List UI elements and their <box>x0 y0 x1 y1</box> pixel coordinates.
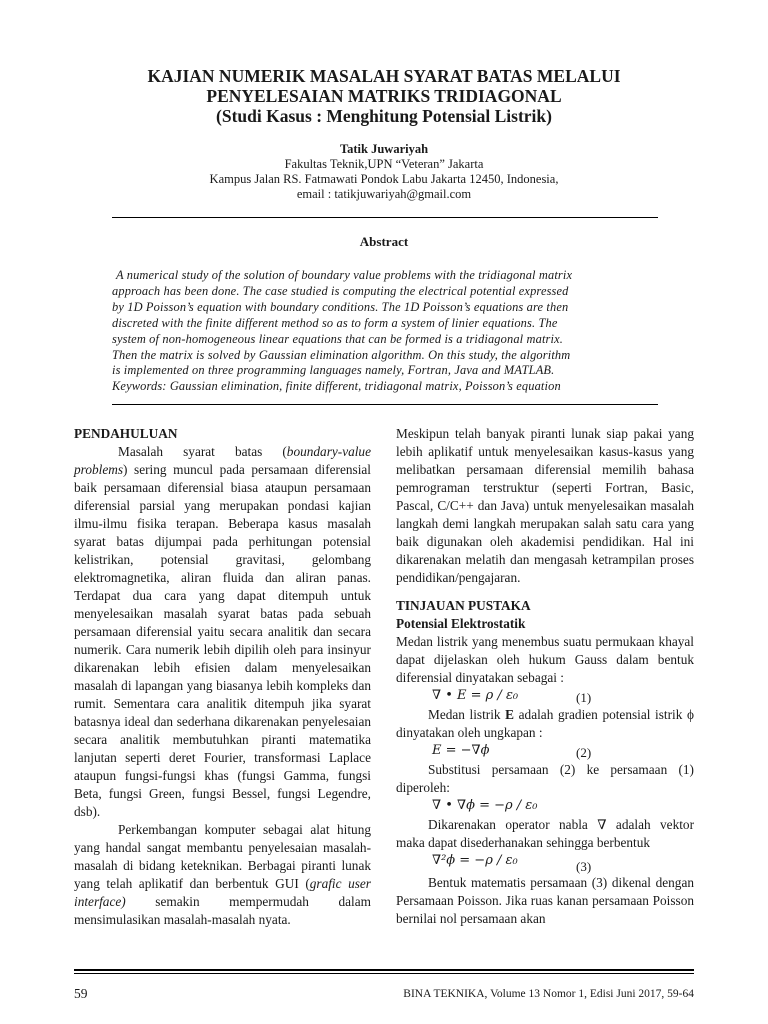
equation-3-intermediate <box>396 797 694 816</box>
right-paragraph-1: Meskipun telah banyak piranti lunak siap pakai yang lebih aplikatif untuk menyelesaikan kasus-kasus yang melibatkan persamaan diferensial memilih bahasa pemrograman terstruktur (seperti Fortran, Basic, Pascal, C/C++ dan Java) untuk menyelesaikan masalah langkah demi langkah merupakan salah satu cara yang baik digunakan oleh akademisi pendidikan. Hal ini dikarenakan melatih dan mengasah ketrampilan proses pendidikan/pengajaran. <box>396 426 694 585</box>
gauss-paragraph: Medan listrik yang menembus suatu permukaan khayal dapat dijelaskan oleh hukum Gauss dalam bentuk diferensial dinyatakan sebagai : <box>396 634 694 685</box>
equation-2 <box>396 742 694 761</box>
author-name: Tatik Juwariyah <box>339 142 429 156</box>
journal-citation: BINA TEKNIKA, Volume 13 Nomor 1, Edisi Juni 2017, 59-64 <box>403 988 694 1000</box>
nabla-paragraph: Dikarenakan operator nabla ∇ adalah vektor maka dapat disederhanakan sehingga berbentuk <box>396 817 694 850</box>
equation-3-intermediate-expr: ∇ • ∇ϕ = −ρ / ε₀ <box>432 798 538 813</box>
author-address: Kampus Jalan RS. Fatmawati Pondok Labu Jakarta 12450, Indonesia, <box>209 172 559 186</box>
abstract-heading: Abstract <box>359 234 409 249</box>
substitution-paragraph: Substitusi persamaan (2) ke persamaan (1) diperoleh: <box>396 762 694 795</box>
abstract-body <box>112 268 658 395</box>
abstract-line: by 1D Poisson’s equation with boundary conditions. The 1D Poisson’s equations are then <box>112 299 569 314</box>
title-block <box>0 66 768 202</box>
abstract-bottom-rule <box>112 404 658 405</box>
paper-subtitle: (Studi Kasus : Menghitung Potensial Listrik) <box>216 106 552 126</box>
equation-1-expr: ∇ • E = ρ / ε₀ <box>432 688 519 703</box>
page-number: 59 <box>74 986 88 1001</box>
abstract-line: discreted with the finite different method so as to form a system of linier equations. The <box>112 315 558 330</box>
left-column <box>74 425 371 929</box>
abstract-line: A numerical study of the solution of boundary value problems with the tridiagonal matrix <box>116 268 573 282</box>
section-heading-tinjauan-pustaka: TINJAUAN PUSTAKA <box>396 598 531 613</box>
abstract-line: system of non-homogeneous linear equations that can be formed is a tridiagonal matrix. <box>112 331 564 346</box>
subsection-heading-potensial-elektrostatik: Potensial Elektrostatik <box>396 616 526 631</box>
field-gradient-paragraph: Medan listrik E adalah gradien potensial istrik ϕ dinyatakan oleh ungkapan : <box>396 707 694 740</box>
equation-2-expr: E = −∇ϕ <box>432 743 490 758</box>
abstract-keywords: Keywords: Gaussian elimination, finite different, tridiagonal matrix, Poisson’s equation <box>112 379 561 394</box>
intro-paragraph-2: Perkembangan komputer sebagai alat hitung yang handal sangat membantu penyelesaian masalah-masalah di bidang keteknikan. Berbagai piranti lunak yang telah aplikatif dan berbentuk GUI (grafic user interface) semakin mempermudah dalam mensimulasikan masalah-masalah nyata. <box>74 822 371 927</box>
equation-2-number: (2) <box>576 745 592 760</box>
equation-3-expr: ∇²ϕ = −ρ / ε₀ <box>432 853 518 868</box>
paper-title-line-1: KAJIAN NUMERIK MASALAH SYARAT BATAS MELALUI <box>147 66 621 86</box>
author-email: email : tatikjuwariyah@gmail.com <box>296 187 472 201</box>
equation-1 <box>396 687 694 706</box>
equation-3 <box>396 852 694 874</box>
footer-rule-thin <box>74 973 694 974</box>
author-affiliation: Fakultas Teknik,UPN “Veteran” Jakarta <box>284 157 484 171</box>
poisson-paragraph: Bentuk matematis persamaan (3) dikenal dengan Persamaan Poisson. Jika ruas kanan persamaan Poisson bernilai nol persamaan akan <box>396 875 694 926</box>
abstract-line: is implemented on three programming languages namely, Fortran, Java and MATLAB. <box>112 363 555 378</box>
equation-3-number: (3) <box>576 859 592 874</box>
equation-1-number: (1) <box>576 690 592 705</box>
abstract-line: approach has been done. The case studied is computing the electrical potential expressed <box>112 283 569 298</box>
intro-paragraph-1: Masalah syarat batas (boundary-value problems) sering muncul pada persamaan diferensial baik persamaan diferensial biasa ataupun persamaan diferensial parsial yang merupakan pondasi kajian ilmu-ilmu fisika terapan. Beberapa kasus masalah syarat batas dijumpai pada perhitungan potensial kelistrikan, potensial gravitasi, gelombang elektromagnetika, aliran fluida dan aliran panas. Terdapat dua cara yang dapat ditempuh untuk menyelesaikan masalah syarat batas pada sebuah persamaan diferensial yaitu secara analitik dan secara numerik. Cara numerik lebih dipilih oleh para insinyur dikarenakan lebih efisien dalam menyelesaikan masalah di lapangan yang biasanya lebih kompleks dan rumit. Sementara cara analitik ditempuh jika syarat batasnya ideal dan sederhana dikarenakan penyelesaian secara analitik membutuhkan piranti matematika lanjutan seperti deret Fourier, transformasi Laplace ataupun fungsi-fungsi khas (fungsi Gamma, fungsi Beta, fungsi Green, fungsi Bessel, fungsi Legendre, dsb). <box>74 444 371 819</box>
right-column <box>396 425 694 928</box>
section-heading-pendahuluan: PENDAHULUAN <box>74 426 178 441</box>
paper-title-line-2: PENYELESAIAN MATRIKS TRIDIAGONAL <box>206 86 562 106</box>
abstract-top-rule <box>112 217 658 218</box>
abstract-line: Then the matrix is solved by Gaussian elimination algorithm. On this study, the algorithm <box>112 347 571 362</box>
footer-rule <box>74 969 694 971</box>
